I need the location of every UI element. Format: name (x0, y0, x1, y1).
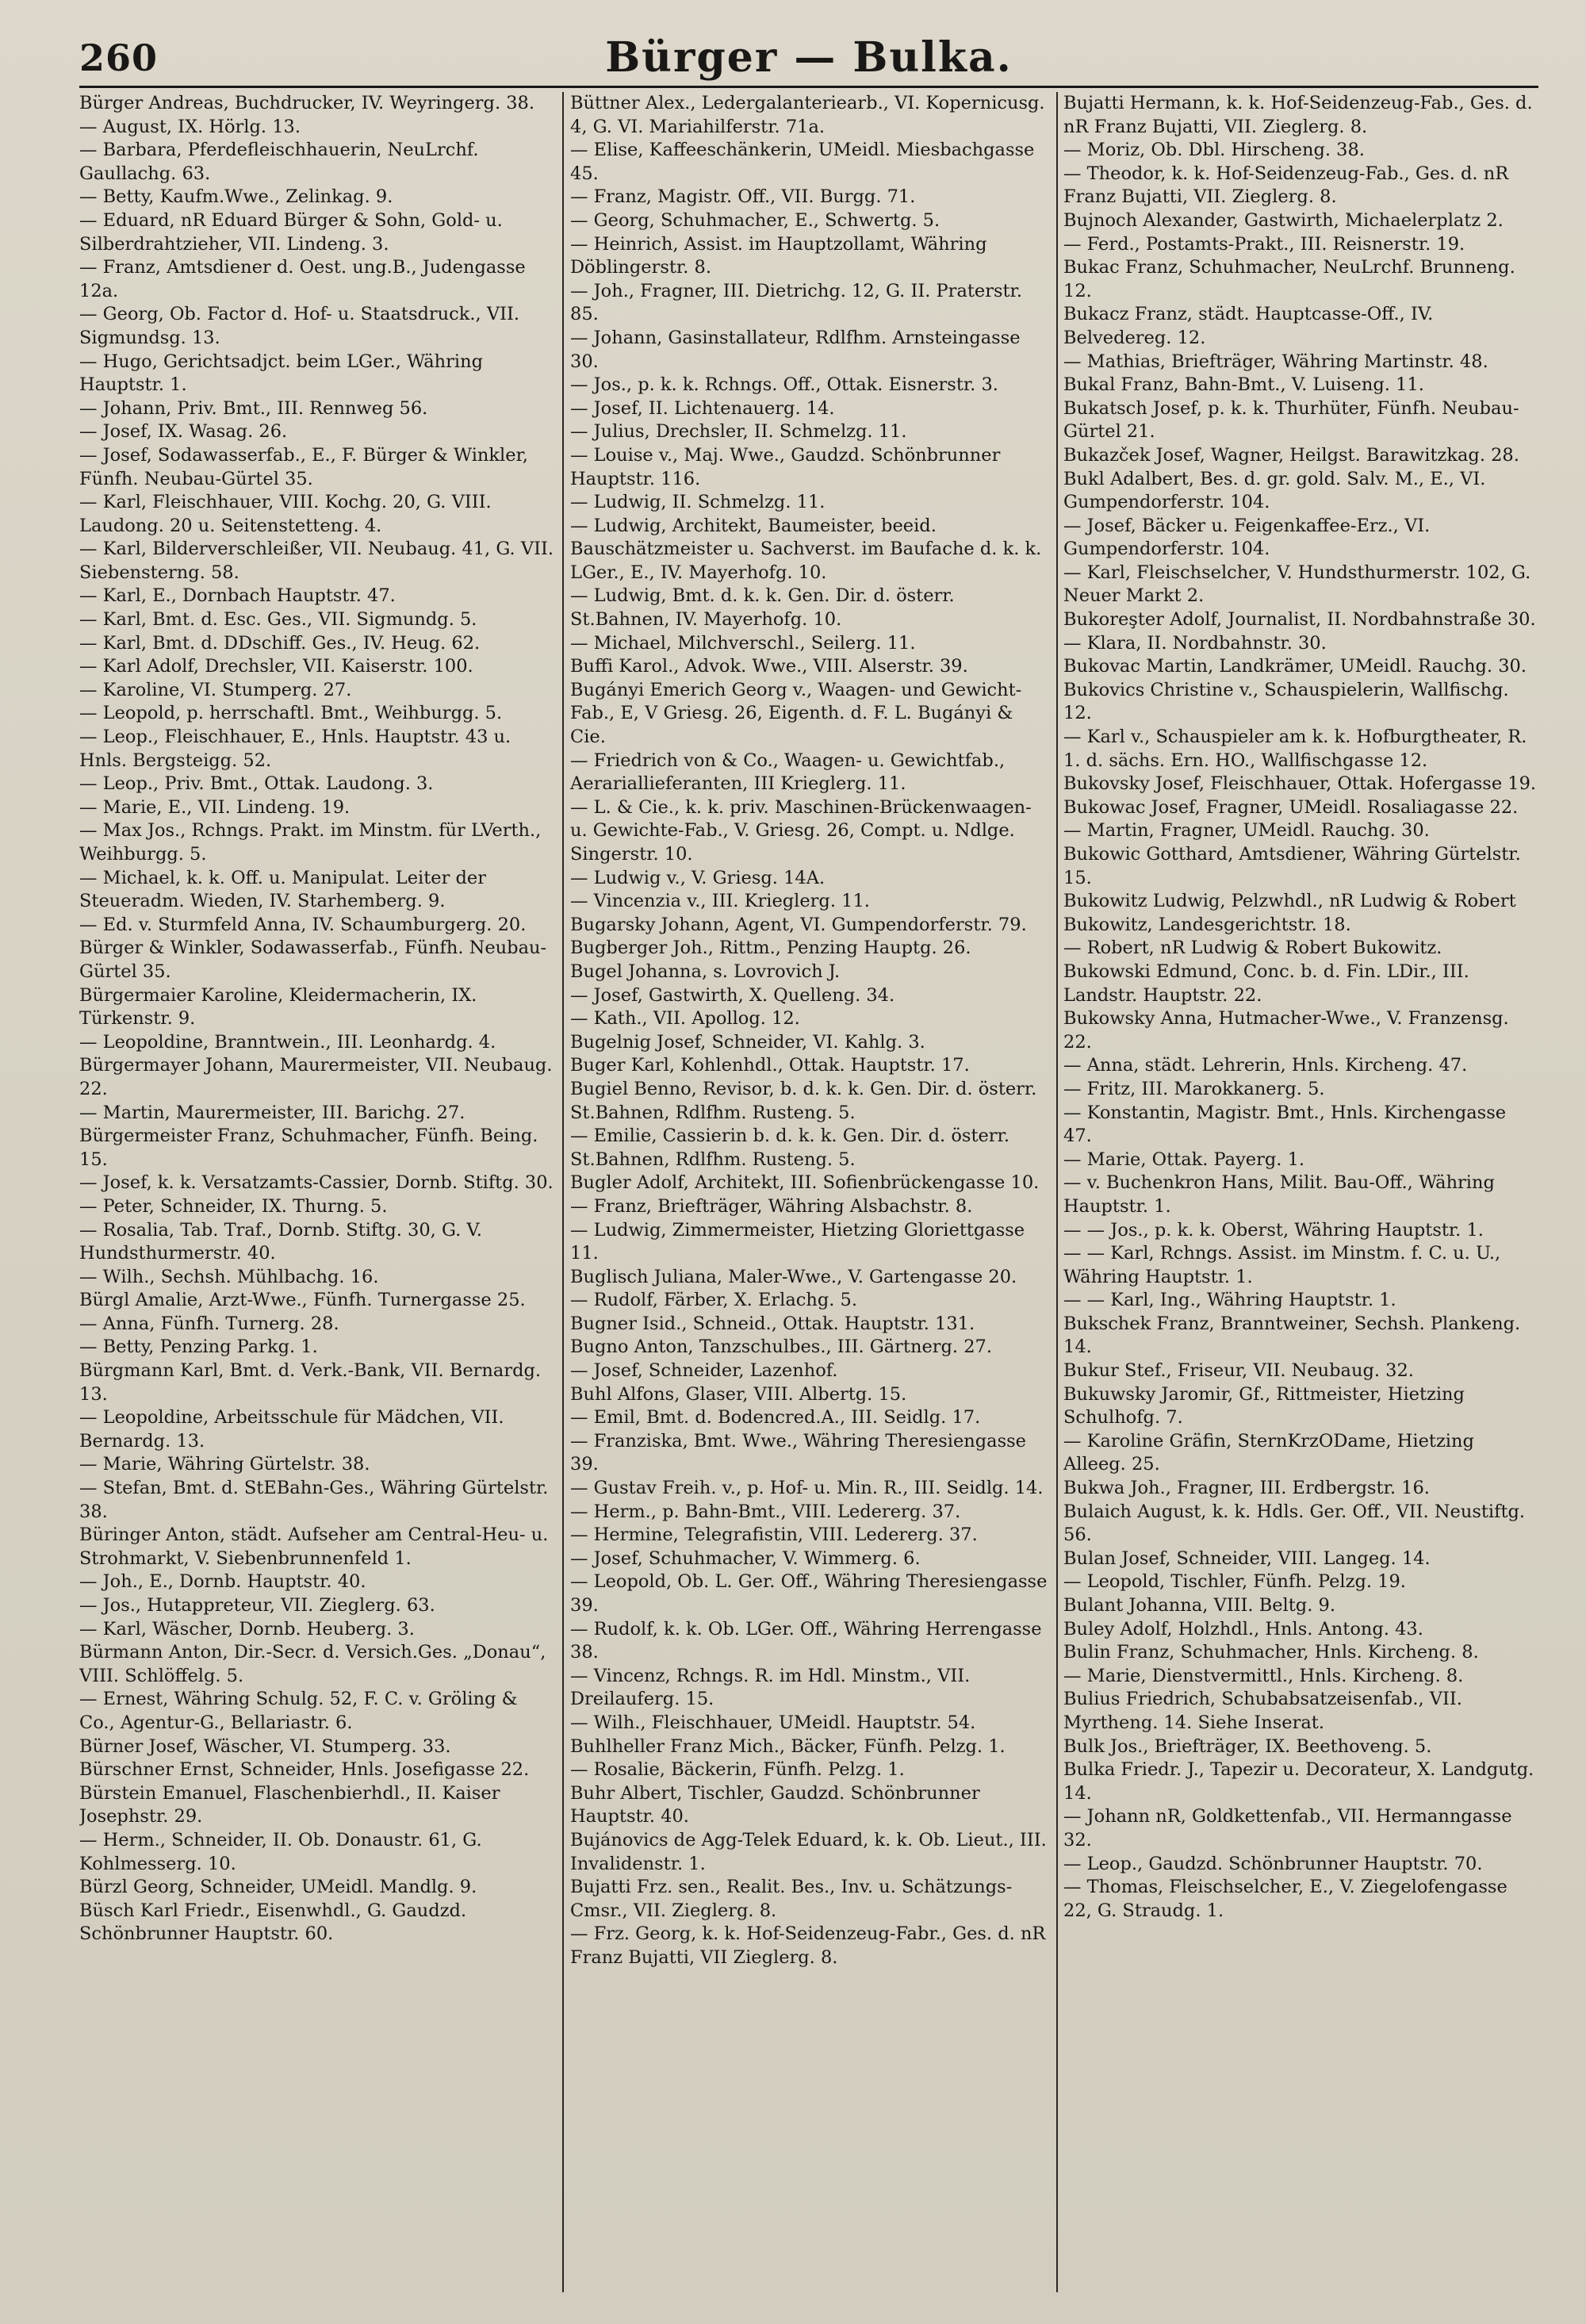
directory-entry: — Karoline Gräfin, SternKrzODame, Hietzing Alleeg. 25. (1063, 1430, 1474, 1475)
directory-entry: — Josef, Gastwirth, X. Quelleng. 34. (570, 984, 895, 1006)
directory-entry: Bürger Andreas, Buchdrucker, IV. Weyringerg. 38. (79, 93, 535, 113)
directory-entry: — Betty, Kaufm.Wwe., Zelinkag. 9. (79, 186, 393, 208)
directory-entry: Bukl Adalbert, Bes. d. gr. gold. Salv. M., E., VI. Gumpendorferstr. 104. (1063, 468, 1486, 513)
directory-entry: — Leopold, Ob. L. Ger. Off., Währing Theresiengasse 39. (570, 1571, 1048, 1616)
directory-entry: — August, IX. Hörlg. 13. (79, 116, 301, 137)
directory-entry: Bukowitz Ludwig, Pelzwhdl., nR Ludwig & Robert Bukowitz, Landesgerichtstr. 18. (1063, 891, 1516, 935)
directory-entry: — Joh., Fragner, III. Dietrichg. 12, G. II. Praterstr. 85. (570, 280, 1022, 325)
directory-entry: Bukatsch Josef, p. k. k. Thurhüter, Fünfh. Neubau-Gürtel 21. (1063, 397, 1519, 443)
directory-entry: — Johann, Priv. Bmt., III. Rennweg 56. (79, 397, 428, 419)
directory-entry: — Rudolf, Färber, X. Erlachg. 5. (570, 1290, 857, 1311)
running-head: Bürger — Bulka. (605, 33, 1013, 82)
directory-entry: — Rosalia, Tab. Traf., Dornb. Stiftg. 30, G. V. Hundsthurmerstr. 40. (79, 1219, 482, 1264)
directory-entry: — Josef, Bäcker u. Feigenkaffee-Erz., VI. Gumpendorferstr. 104. (1063, 515, 1431, 560)
directory-entry: — Karl, Bmt. d. Esc. Ges., VII. Sigmundg. 5. (79, 609, 477, 631)
directory-entry: Bukac Franz, Schuhmacher, NeuLrchf. Brunneng. 12. (1063, 257, 1515, 301)
directory-entry: — Marie, Währing Gürtelstr. 38. (79, 1454, 370, 1475)
directory-entry: Bürgmann Karl, Bmt. d. Verk.-Bank, VII. Bernardg. 13. (79, 1360, 542, 1405)
directory-entry: Buley Adolf, Holzhdl., Hnls. Antong. 43. (1063, 1618, 1423, 1639)
directory-entry: — — Karl, Ing., Währing Hauptstr. 1. (1063, 1290, 1396, 1311)
directory-entry: Bukazček Josef, Wagner, Heilgst. Barawitzkag. 28. (1063, 444, 1519, 466)
directory-entry: Bugiel Benno, Revisor, b. d. k. k. Gen. Dir. d. österr. St.Bahnen, Rdlfhm. Rusteng. 5. (570, 1078, 1037, 1123)
directory-entry: Büsch Karl Friedr., Eisenwhdl., G. Gaudzd. Schönbrunner Hauptstr. 60. (79, 1900, 467, 1945)
directory-entry: Bukacz Franz, städt. Hauptcasse-Off., IV. Belvedereg. 12. (1063, 304, 1434, 348)
directory-entry: Bürgermaier Karoline, Kleidermacherin, IX. Türkenstr. 9. (79, 984, 477, 1030)
directory-entry: Bulin Franz, Schuhmacher, Hnls. Kircheng. 8. (1063, 1642, 1479, 1663)
directory-entry: Bulka Friedr. J., Tapezir u. Decorateur, X. Landgutg. 14. (1063, 1759, 1534, 1804)
directory-entry: — Marie, E., VII. Lindeng. 19. (79, 796, 351, 818)
directory-entry: — Marie, Dienstvermittl., Hnls. Kircheng. 8. (1063, 1665, 1464, 1686)
directory-entry: — Konstantin, Magistr. Bmt., Hnls. Kirchengasse 47. (1063, 1102, 1507, 1147)
directory-entry: — Michael, Milchverschl., Seilerg. 11. (570, 632, 916, 654)
directory-entry: — Kath., VII. Apollog. 12. (570, 1008, 800, 1030)
directory-entry: — Rosalie, Bäckerin, Fünfh. Pelzg. 1. (570, 1759, 905, 1781)
directory-entry: — Fritz, III. Marokkanerg. 5. (1063, 1078, 1325, 1099)
directory-entry: Bürner Josef, Wäscher, VI. Stumperg. 33. (79, 1735, 451, 1757)
directory-entry: Bürstein Emanuel, Flaschenbierhdl., II. Kaiser Josephstr. 29. (79, 1782, 500, 1827)
directory-entry: Bulk Jos., Briefträger, IX. Beethoveng. 5. (1063, 1735, 1432, 1757)
directory-entry: — Franz, Magistr. Off., VII. Burgg. 71. (570, 186, 916, 208)
directory-entry: — Georg, Ob. Factor d. Hof- u. Staatsdruck., VII. Sigmundsg. 13. (79, 304, 520, 348)
directory-entry: — Gustav Freih. v., p. Hof- u. Min. R., III. Seidlg. 14. (570, 1478, 1044, 1499)
directory-entry: Bukovac Martin, Landkrämer, UMeidl. Rauchg. 30. (1063, 656, 1527, 677)
directory-entry: Bukschek Franz, Branntweiner, Sechsh. Plankeng. 14. (1063, 1313, 1521, 1358)
directory-entry: — Johann nR, Goldkettenfab., VII. Hermanngasse 32. (1063, 1806, 1512, 1850)
directory-entry: — Mathias, Briefträger, Währing Martinstr. 48. (1063, 351, 1488, 372)
directory-entry: — Herm., p. Bahn-Bmt., VIII. Ledererg. 37. (570, 1501, 961, 1522)
directory-entry: Bukoreşter Adolf, Journalist, II. Nordbahnstraße 30. (1063, 609, 1536, 631)
directory-entry: Bürmann Anton, Dir.-Secr. d. Versich.Ges. „Donau“, VIII. Schlöffelg. 5. (79, 1642, 546, 1686)
directory-entry: Bukovics Christine v., Schauspielerin, Wallfischg. 12. (1063, 679, 1509, 724)
directory-entry: Bujatti Frz. sen., Realit. Bes., Inv. u. Schätzungs-Cmsr., VII. Zieglerg. 8. (570, 1877, 1013, 1921)
directory-entry: — Max Jos., Rchngs. Prakt. im Minstm. für LVerth., Weihburgg. 5. (79, 820, 542, 865)
directory-entry: Bukowsky Anna, Hutmacher-Wwe., V. Franzensg. 22. (1063, 1008, 1509, 1053)
directory-entry: — Emilie, Cassierin b. d. k. k. Gen. Dir. d. österr. St.Bahnen, Rdlfhm. Rusteng. 5. (570, 1126, 1009, 1170)
directory-entry: — Ludwig, II. Schmelzg. 11. (570, 492, 826, 513)
directory-entry: — Josef, II. Lichtenauerg. 14. (570, 397, 835, 419)
directory-entry: Bukowac Josef, Fragner, UMeidl. Rosaliagasse 22. (1063, 796, 1519, 818)
directory-entry: — Leop., Fleischhauer, E., Hnls. Hauptstr. 43 u. Hnls. Bergsteigg. 52. (79, 727, 511, 771)
directory-entry: Bujánovics de Agg-Telek Eduard, k. k. Ob. Lieut., III. Invalidenstr. 1. (570, 1829, 1047, 1874)
directory-entry: Bugel Johanna, s. Lovrovich J. (570, 961, 841, 982)
directory-entry: — Marie, Ottak. Payerg. 1. (1063, 1149, 1305, 1170)
directory-entry: — Karl, Fleischselcher, V. Hundsthurmerstr. 102, G. Neuer Markt 2. (1063, 562, 1531, 607)
directory-entry: — Rudolf, k. k. Ob. LGer. Off., Währing Herrengasse 38. (570, 1618, 1042, 1663)
directory-entry: — Eduard, nR Eduard Bürger & Sohn, Gold- u. Silberdrahtzieher, VII. Lindeng. 3. (79, 209, 503, 255)
directory-entry: — — Jos., p. k. k. Oberst, Währing Hauptstr. 1. (1063, 1219, 1484, 1241)
directory-entry: — Jos., p. k. k. Rchngs. Off., Ottak. Eisnerstr. 3. (570, 374, 998, 396)
directory-entry: Buhl Alfons, Glaser, VIII. Albertg. 15. (570, 1383, 907, 1405)
directory-entry: Bukowski Edmund, Conc. b. d. Fin. LDir., III. Landstr. Hauptstr. 22. (1063, 961, 1469, 1006)
directory-entry: — Louise v., Maj. Wwe., Gaudzd. Schönbrunner Hauptstr. 116. (570, 444, 1001, 489)
directory-entry: Bukuwsky Jaromir, Gf., Rittmeister, Hietzing Schulhofg. 7. (1063, 1383, 1465, 1429)
directory-entry: Bulant Johanna, VIII. Beltg. 9. (1063, 1595, 1335, 1616)
directory-entry: — L. & Cie., k. k. priv. Maschinen-Brückenwaagen- u. Gewichte-Fab., V. Griesg. 26, Compt. u. Ndlge. Singerstr. 10. (570, 796, 1032, 865)
directory-entry: Bujatti Hermann, k. k. Hof-Seidenzeug-Fab., Ges. d. nR Franz Bujatti, VII. Zieglerg. 8. (1063, 93, 1533, 137)
directory-entry: — Martin, Fragner, UMeidl. Rauchg. 30. (1063, 820, 1430, 842)
directory-entry: — Robert, nR Ludwig & Robert Bukowitz. (1063, 938, 1442, 959)
directory-entry: — Leopoldine, Arbeitsschule für Mädchen, VII. Bernardg. 13. (79, 1407, 504, 1452)
directory-entry: — Wilh., Fleischhauer, UMeidl. Hauptstr. 54. (570, 1712, 976, 1733)
directory-entry: Bugelnig Josef, Schneider, VI. Kahlg. 3. (570, 1031, 925, 1053)
directory-entry: — Anna, städt. Lehrerin, Hnls. Kircheng. 47. (1063, 1055, 1468, 1076)
directory-entry: — Franz, Briefträger, Währing Alsbachstr. 8. (570, 1195, 973, 1217)
page-number: 260 (79, 36, 159, 79)
directory-entry: — Joh., E., Dornb. Hauptstr. 40. (79, 1571, 366, 1593)
directory-entry: — Karl, E., Dornbach Hauptstr. 47. (79, 585, 396, 607)
directory-entry: Bukal Franz, Bahn-Bmt., V. Luiseng. 11. (1063, 374, 1424, 396)
directory-entry: — Johann, Gasinstallateur, Rdlfhm. Arnsteingasse 30. (570, 327, 1021, 372)
directory-entry: — Franz, Amtsdiener d. Oest. ung.B., Judengasse 12a. (79, 257, 526, 301)
directory-entry: — Elise, Kaffeeschänkerin, UMeidl. Miesbachgasse 45. (570, 140, 1035, 184)
directory-entry: — Hermine, Telegrafistin, VIII. Ledererg. 37. (570, 1524, 978, 1546)
directory-entry: — Emil, Bmt. d. Bodencred.A., III. Seidlg. 17. (570, 1407, 981, 1429)
directory-entry: — Karl v., Schauspieler am k. k. Hofburgtheater, R. 1. d. sächs. Ern. HO., Wallfischgasse 12. (1063, 727, 1527, 771)
column-divider (562, 92, 564, 2292)
directory-entry: — Karoline, VI. Stumperg. 27. (79, 679, 352, 700)
directory-entry: — Martin, Maurermeister, III. Barichg. 27. (79, 1102, 465, 1123)
directory-entry: — Wilh., Sechsh. Mühlbachg. 16. (79, 1266, 379, 1287)
directory-entry: — Josef, Schuhmacher, V. Wimmerg. 6. (570, 1547, 921, 1569)
directory-entry: — Karl, Wäscher, Dornb. Heuberg. 3. (79, 1618, 415, 1639)
directory-entry: Bürgermayer Johann, Maurermeister, VII. Neubaug. 22. (79, 1055, 553, 1099)
directory-entry: — Peter, Schneider, IX. Thurng. 5. (79, 1195, 388, 1217)
column-1 (79, 92, 557, 2292)
directory-entry: — Karl Adolf, Drechsler, VII. Kaiserstr. 100. (79, 656, 473, 677)
page-header (79, 30, 1538, 86)
directory-entry: — Ernest, Währing Schulg. 52, F. C. v. Gröling & Co., Agentur-G., Bellariastr. 6. (79, 1689, 518, 1733)
directory-entry: — Karl, Bmt. d. DDschiff. Ges., IV. Heug. 62. (79, 632, 481, 654)
directory-entry: — Hugo, Gerichtsadjct. beim LGer., Währing Hauptstr. 1. (79, 351, 483, 396)
directory-entry: Buffi Karol., Advok. Wwe., VIII. Alserstr. 39. (570, 656, 968, 677)
directory-entry: Buglisch Juliana, Maler-Wwe., V. Gartengasse 20. (570, 1266, 1017, 1287)
directory-entry: — Herm., Schneider, II. Ob. Donaustr. 61, G. Kohlmesserg. 10. (79, 1829, 482, 1874)
header-rule (79, 86, 1538, 88)
directory-entry: — Ferd., Postamts-Prakt., III. Reisnerstr. 19. (1063, 233, 1465, 255)
directory-entry: Bukovsky Josef, Fleischhauer, Ottak. Hofergasse 19. (1063, 773, 1537, 795)
directory-entry: Bürzl Georg, Schneider, UMeidl. Mandlg. 9. (79, 1877, 477, 1898)
directory-entry: — Georg, Schuhmacher, E., Schwertg. 5. (570, 209, 940, 231)
directory-entry: — Barbara, Pferdefleischhauerin, NeuLrchf. Gaullachg. 63. (79, 140, 479, 184)
directory-entry: — Franziska, Bmt. Wwe., Währing Theresiengasse 39. (570, 1430, 1026, 1475)
directory-entry: Bugberger Joh., Rittm., Penzing Hauptg. 26. (570, 938, 971, 959)
directory-entry: — Leop., Priv. Bmt., Ottak. Laudong. 3. (79, 773, 434, 795)
directory-entry: — Vincenzia v., III. Krieglerg. 11. (570, 891, 870, 912)
directory-entry: — v. Buchenkron Hans, Milit. Bau-Off., Währing Hauptstr. 1. (1063, 1172, 1495, 1217)
directory-entry: Buhlheller Franz Mich., Bäcker, Fünfh. Pelzg. 1. (570, 1735, 1006, 1757)
directory-entry: — Josef, Schneider, Lazenhof. (570, 1360, 838, 1382)
directory-entry: — Stefan, Bmt. d. StEBahn-Ges., Währing Gürtelstr. 38. (79, 1478, 549, 1522)
directory-entry: Bulaich August, k. k. Hdls. Ger. Off., VII. Neustiftg. 56. (1063, 1501, 1526, 1546)
directory-entry: — Leopold, p. herrschaftl. Bmt., Weihburgg. 5. (79, 703, 503, 724)
directory-entry: — Josef, Sodawasserfab., E., F. Bürger & Winkler, Fünfh. Neubau-Gürtel 35. (79, 444, 529, 489)
directory-entry: — Leop., Gaudzd. Schönbrunner Hauptstr. 70. (1063, 1853, 1483, 1874)
directory-entry: — Thomas, Fleischselcher, E., V. Ziegelofengasse 22, G. Straudg. 1. (1063, 1877, 1507, 1921)
directory-entry: — Josef, IX. Wasag. 26. (79, 421, 288, 443)
directory-entry: — Frz. Georg, k. k. Hof-Seidenzeug-Fabr., Ges. d. nR Franz Bujatti, VII Zieglerg. 8. (570, 1923, 1046, 1968)
directory-entry: Bugner Isid., Schneid., Ottak. Hauptstr. 131. (570, 1313, 975, 1334)
directory-entry: Bugler Adolf, Architekt, III. Sofienbrückengasse 10. (570, 1172, 1040, 1194)
directory-entry: Bukowic Gotthard, Amtsdiener, Währing Gürtelstr. 15. (1063, 844, 1521, 888)
directory-entry: — Klara, II. Nordbahnstr. 30. (1063, 632, 1327, 654)
directory-entry: — Ludwig, Architekt, Baumeister, beeid. Bauschätzmeister u. Sachverst. im Baufache d. k. k. LGer., E., IV. Mayerhofg. 10. (570, 515, 1042, 583)
directory-entry: Bugányi Emerich Georg v., Waagen- und Gewicht-Fab., E, V Griesg. 26, Eigenth. d. F. L. Bugányi & Cie. (570, 679, 1022, 748)
column-3 (1063, 92, 1538, 2292)
directory-entry: — Karl, Bilderverschleißer, VII. Neubaug. 41, G. VII. Siebensterng. 58. (79, 539, 554, 583)
directory-entry: Bukwa Joh., Fragner, III. Erdbergstr. 16. (1063, 1478, 1430, 1499)
directory-entry: Bürgermeister Franz, Schuhmacher, Fünfh. Being. 15. (79, 1126, 538, 1170)
directory-entry: — Leopold, Tischler, Fünfh. Pelzg. 19. (1063, 1571, 1406, 1593)
column-2 (570, 92, 1051, 2292)
directory-entry: Bürgl Amalie, Arzt-Wwe., Fünfh. Turnergasse 25. (79, 1290, 526, 1311)
directory-entry: — Josef, k. k. Versatzamts-Cassier, Dornb. Stiftg. 30. (79, 1172, 554, 1194)
directory-entry: — Moriz, Ob. Dbl. Hirscheng. 38. (1063, 140, 1365, 161)
directory-entry: — Julius, Drechsler, II. Schmelzg. 11. (570, 421, 907, 443)
columns (79, 92, 1538, 2292)
directory-entry: — — Karl, Rchngs. Assist. im Minstm. f. C. u. U., Währing Hauptstr. 1. (1063, 1243, 1501, 1287)
directory-entry: Bulius Friedrich, Schubabsatzeisenfab., VII. Myrtheng. 14. Siehe Inserat. (1063, 1689, 1462, 1733)
directory-entry: — Michael, k. k. Off. u. Manipulat. Leiter der Steueradm. Wieden, IV. Starhemberg. 9. (79, 867, 486, 912)
directory-entry: Bukur Stef., Friseur, VII. Neubaug. 32. (1063, 1360, 1414, 1382)
directory-entry: — Ed. v. Sturmfeld Anna, IV. Schaumburgerg. 20. (79, 914, 527, 935)
directory-entry: Bulan Josef, Schneider, VIII. Langeg. 14. (1063, 1547, 1431, 1569)
directory-entry: Buger Karl, Kohlenhdl., Ottak. Hauptstr. 17. (570, 1055, 970, 1076)
directory-entry: — Betty, Penzing Parkg. 1. (79, 1336, 318, 1358)
directory-entry: — Jos., Hutappreteur, VII. Zieglerg. 63. (79, 1595, 435, 1616)
directory-entry: — Ludwig v., V. Griesg. 14A. (570, 867, 826, 888)
directory-entry: Bugno Anton, Tanzschulbes., III. Gärtnerg. 27. (570, 1336, 993, 1358)
directory-entry: — Leopoldine, Branntwein., III. Leonhardg. 4. (79, 1031, 496, 1053)
directory-entry: — Vincenz, Rchngs. R. im Hdl. Minstm., VII. Dreilauferg. 15. (570, 1665, 971, 1710)
directory-entry: — Karl, Fleischhauer, VIII. Kochg. 20, G. VIII. Laudong. 20 u. Seitenstetteng. 4. (79, 492, 492, 536)
directory-entry: Buhr Albert, Tischler, Gaudzd. Schönbrunner Hauptstr. 40. (570, 1782, 980, 1827)
directory-entry: — Theodor, k. k. Hof-Seidenzeug-Fab., Ges. d. nR Franz Bujatti, VII. Zieglerg. 8. (1063, 163, 1509, 208)
directory-entry: Büringer Anton, städt. Aufseher am Central-Heu- u. Strohmarkt, V. Siebenbrunnenfeld 1. (79, 1524, 549, 1569)
directory-entry: Büttner Alex., Ledergalanteriearb., VI. Kopernicusg. 4, G. VI. Mariahilferstr. 71a. (570, 93, 1045, 137)
directory-entry: Bujnoch Alexander, Gastwirth, Michaelerplatz 2. (1063, 209, 1504, 231)
column-divider (1056, 92, 1058, 2292)
directory-entry: — Heinrich, Assist. im Hauptzollamt, Währing Döblingerstr. 8. (570, 233, 987, 278)
directory-entry: Bürger & Winkler, Sodawasserfab., Fünfh. Neubau-Gürtel 35. (79, 938, 547, 982)
directory-entry: Bugarsky Johann, Agent, VI. Gumpendorferstr. 79. (570, 914, 1027, 935)
directory-entry: — Anna, Fünfh. Turnerg. 28. (79, 1313, 339, 1334)
directory-entry: — Friedrich von & Co., Waagen- u. Gewichtfab., Aerariallieferanten, III Krieglerg. 11. (570, 750, 1006, 795)
directory-entry: — Ludwig, Bmt. d. k. k. Gen. Dir. d. österr. St.Bahnen, IV. Mayerhofg. 10. (570, 585, 955, 631)
directory-entry: Bürschner Ernst, Schneider, Hnls. Josefigasse 22. (79, 1759, 530, 1781)
directory-entry: — Ludwig, Zimmermeister, Hietzing Gloriettgasse 11. (570, 1219, 1025, 1264)
